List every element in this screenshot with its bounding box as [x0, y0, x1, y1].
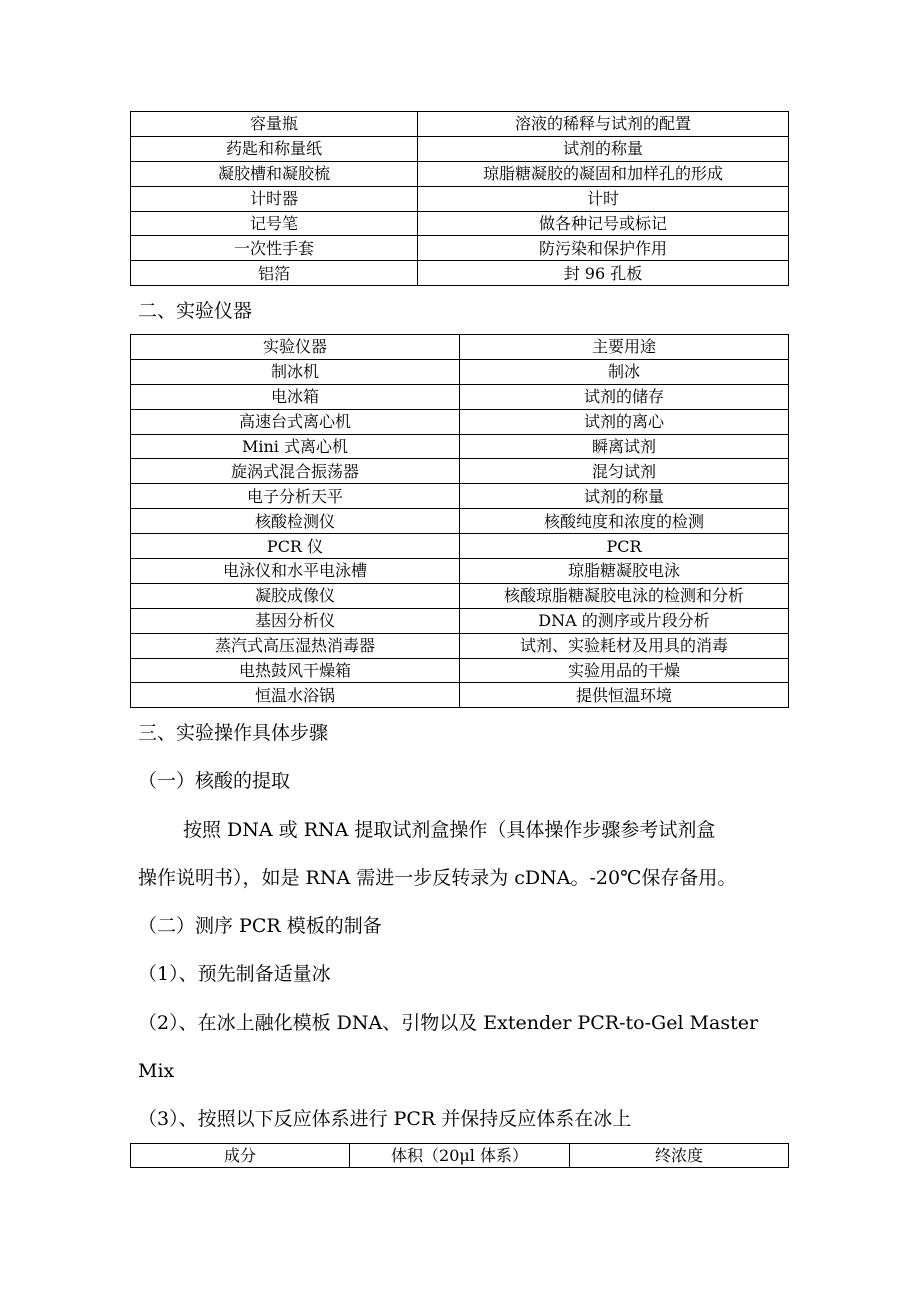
table-row [131, 161, 789, 186]
table-row [131, 186, 789, 211]
table-cell: 试剂的称量 [460, 484, 789, 509]
table-cell: 记号笔 [131, 211, 418, 236]
table-row [131, 236, 789, 261]
table-row [131, 136, 789, 161]
table-row [131, 211, 789, 236]
table-cell: 铝箔 [131, 261, 418, 286]
table-cell: 防污染和保护作用 [418, 236, 789, 261]
table-cell: 容量瓶 [131, 112, 418, 137]
table-cell: 实验用品的干燥 [460, 658, 789, 683]
table-cell: 旋涡式混合振荡器 [131, 459, 460, 484]
table-cell: 凝胶槽和凝胶梳 [131, 161, 418, 186]
table-row [131, 658, 789, 683]
paragraph-line: 按照 DNA 或 RNA 提取试剂盒操作（具体操作步骤参考试剂盒 [183, 819, 716, 841]
table-row [131, 409, 789, 434]
table-cell: 蒸汽式高压湿热消毒器 [131, 633, 460, 658]
table-cell: 电冰箱 [131, 384, 460, 409]
table-row [131, 534, 789, 559]
table-header-row [131, 335, 789, 360]
table-cell: PCR 仪 [131, 534, 460, 559]
table-cell: 琼脂糖凝胶电泳 [460, 559, 789, 584]
table-row [131, 434, 789, 459]
table-cell: 电子分析天平 [131, 484, 460, 509]
table-cell: 提供恒温环境 [460, 683, 789, 708]
table-row [131, 484, 789, 509]
table-cell: 计时 [418, 186, 789, 211]
table-row [131, 261, 789, 286]
table-cell: 电热鼓风干燥箱 [131, 658, 460, 683]
table-row [131, 112, 789, 137]
paragraph-line: 操作说明书），如是 RNA 需进一步反转录为 cDNA。-20℃保存备用。 [138, 867, 737, 889]
table-row [131, 359, 789, 384]
table-row [131, 384, 789, 409]
header-cell: 成分 [131, 1144, 350, 1168]
table-cell: 凝胶成像仪 [131, 583, 460, 608]
table-cell: 制冰 [460, 359, 789, 384]
table-cell: 基因分析仪 [131, 608, 460, 633]
subsection-1-title: （一）核酸的提取 [138, 770, 291, 792]
table-cell: 制冰机 [131, 359, 460, 384]
step-2-continued: Mix [138, 1060, 175, 1082]
table-header-row [131, 1144, 789, 1168]
table-cell: 封 96 孔板 [418, 261, 789, 286]
table-cell: 电泳仪和水平电泳槽 [131, 559, 460, 584]
table-row [131, 559, 789, 584]
subsection-2-title: （二）测序 PCR 模板的制备 [138, 915, 382, 937]
table-cell: 做各种记号或标记 [418, 211, 789, 236]
table-cell: 试剂的储存 [460, 384, 789, 409]
table-cell: 计时器 [131, 186, 418, 211]
table-row [131, 509, 789, 534]
table-cell: 试剂、实验耗材及用具的消毒 [460, 633, 789, 658]
table-cell: 混匀试剂 [460, 459, 789, 484]
table-cell: 核酸纯度和浓度的检测 [460, 509, 789, 534]
step-2: （2）、在冰上融化模板 DNA、引物以及 Extender PCR-to-Gel Master [138, 1012, 759, 1034]
table-row [131, 633, 789, 658]
table-row [131, 459, 789, 484]
table-cell: 高速台式离心机 [131, 409, 460, 434]
table-cell: 溶液的稀释与试剂的配置 [418, 112, 789, 137]
equipment-table [130, 111, 789, 286]
table-row [131, 583, 789, 608]
table-row [131, 608, 789, 633]
step-1: （1）、预先制备适量冰 [138, 963, 331, 985]
header-cell: 体积（20μl 体系） [350, 1144, 570, 1168]
section-3-title: 三、实验操作具体步骤 [138, 722, 329, 744]
table-cell: PCR [460, 534, 789, 559]
table-cell: 恒温水浴锅 [131, 683, 460, 708]
table-cell: 试剂的称量 [418, 136, 789, 161]
table-row [131, 683, 789, 708]
table-cell: Mini 式离心机 [131, 434, 460, 459]
table-cell: 核酸琼脂糖凝胶电泳的检测和分析 [460, 583, 789, 608]
instrument-table [130, 334, 789, 708]
table-cell: 核酸检测仪 [131, 509, 460, 534]
header-cell: 终浓度 [570, 1144, 789, 1168]
step-3: （3）、按照以下反应体系进行 PCR 并保持反应体系在冰上 [138, 1108, 632, 1130]
table-cell: 琼脂糖凝胶的凝固和加样孔的形成 [418, 161, 789, 186]
table-cell: 瞬离试剂 [460, 434, 789, 459]
header-cell: 主要用途 [460, 335, 789, 360]
pcr-reaction-table [130, 1143, 789, 1168]
table-cell: 药匙和称量纸 [131, 136, 418, 161]
section-2-title: 二、实验仪器 [138, 300, 253, 322]
header-cell: 实验仪器 [131, 335, 460, 360]
table-cell: DNA 的测序或片段分析 [460, 608, 789, 633]
table-cell: 一次性手套 [131, 236, 418, 261]
table-cell: 试剂的离心 [460, 409, 789, 434]
